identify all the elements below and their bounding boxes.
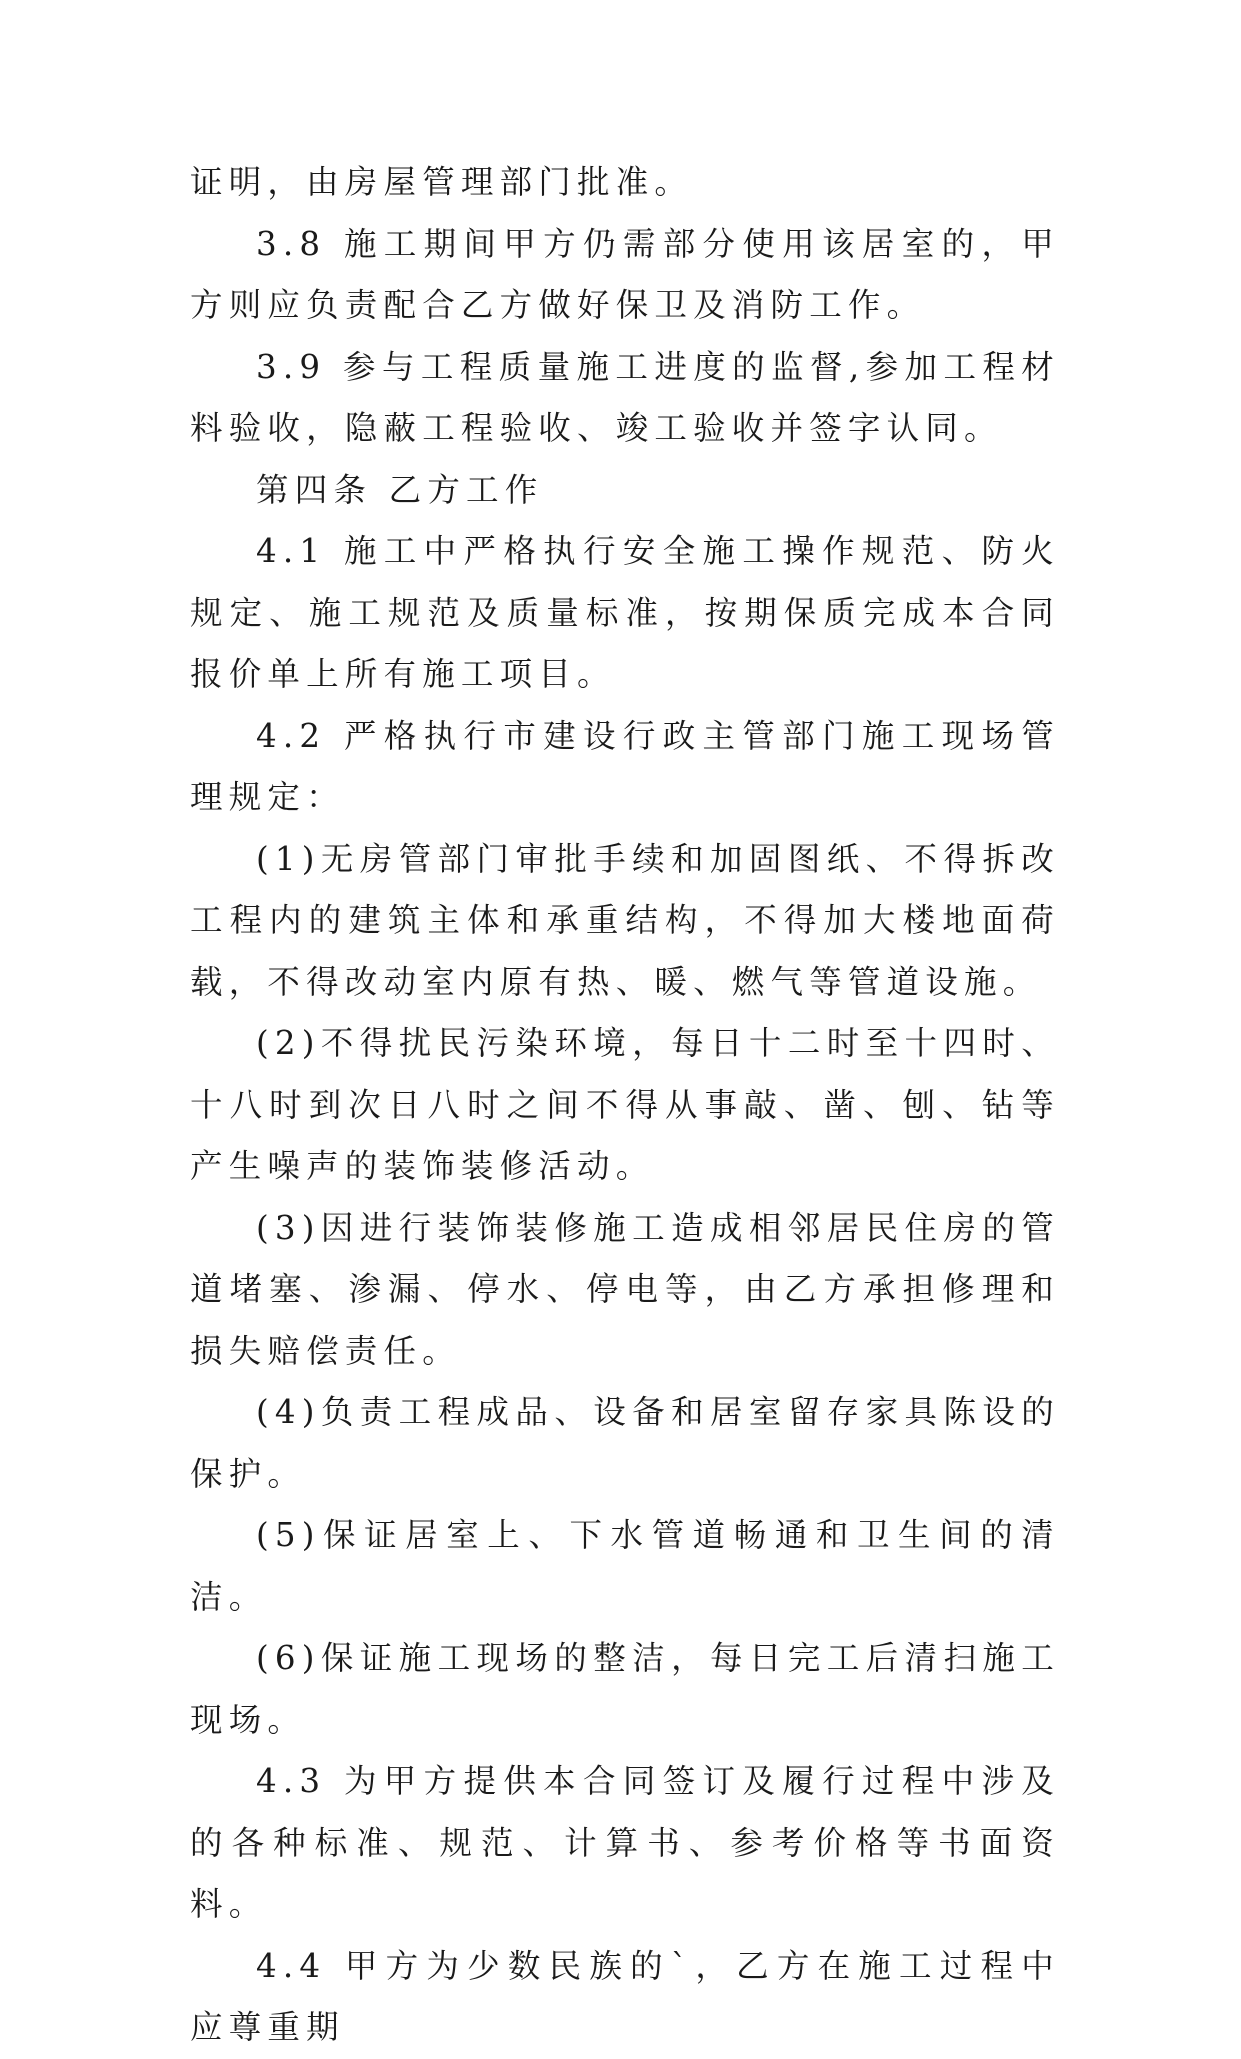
paragraph-4-1: 4.1 施工中严格执行安全施工操作规范、防火规定、施工规范及质量标准，按期保质完成本合同报价单上所有施工项目。: [190, 532, 1060, 693]
document-page: [190, 152, 1060, 2059]
list-item-1: (1)无房管部门审批手续和加固图纸、不得拆改工程内的建筑主体和承重结构，不得加大楼地面荷载，不得改动室内原有热、暖、燃气等管道设施。: [190, 839, 1060, 1001]
paragraph-1: 证明，由房屋管理部门批准。: [190, 163, 694, 201]
list-item-4: (4)负责工程成品、设备和居室留存家具陈设的保护。: [190, 1393, 1060, 1493]
paragraph-4-2: 4.2 严格执行市建设行政主管部门施工现场管理规定：: [190, 716, 1060, 816]
paragraph-4-3: 4.3 为甲方提供本合同签订及履行过程中涉及的各种标准、规范、计算书、参考价格等书面资料。: [190, 1762, 1060, 1923]
paragraph-3-8: 3.8 施工期间甲方仍需部分使用该居室的，甲方则应负责配合乙方做好保卫及消防工作。: [190, 224, 1060, 324]
paragraph-4-4: 4.4 甲方为少数民族的`，乙方在施工过程中应尊重期: [190, 1946, 1060, 2046]
list-item-6: (6)保证施工现场的整洁，每日完工后清扫施工现场。: [190, 1639, 1060, 1739]
list-item-5: (5)保证居室上、下水管道畅通和卫生间的清洁。: [190, 1516, 1060, 1616]
list-item-3: (3)因进行装饰装修施工造成相邻居民住房的管道堵塞、渗漏、停水、停电等，由乙方承担修理和损失赔偿责任。: [190, 1208, 1060, 1370]
paragraph-3-9: 3.9 参与工程质量施工进度的监督,参加工程材料验收，隐蔽工程验收、竣工验收并签字认同。: [190, 347, 1060, 447]
section-heading-article-4: 第四条 乙方工作: [256, 470, 544, 509]
list-item-2: (2)不得扰民污染环境，每日十二时至十四时、十八时到次日八时之间不得从事敲、凿、刨、钻等产生噪声的装饰装修活动。: [190, 1024, 1060, 1185]
